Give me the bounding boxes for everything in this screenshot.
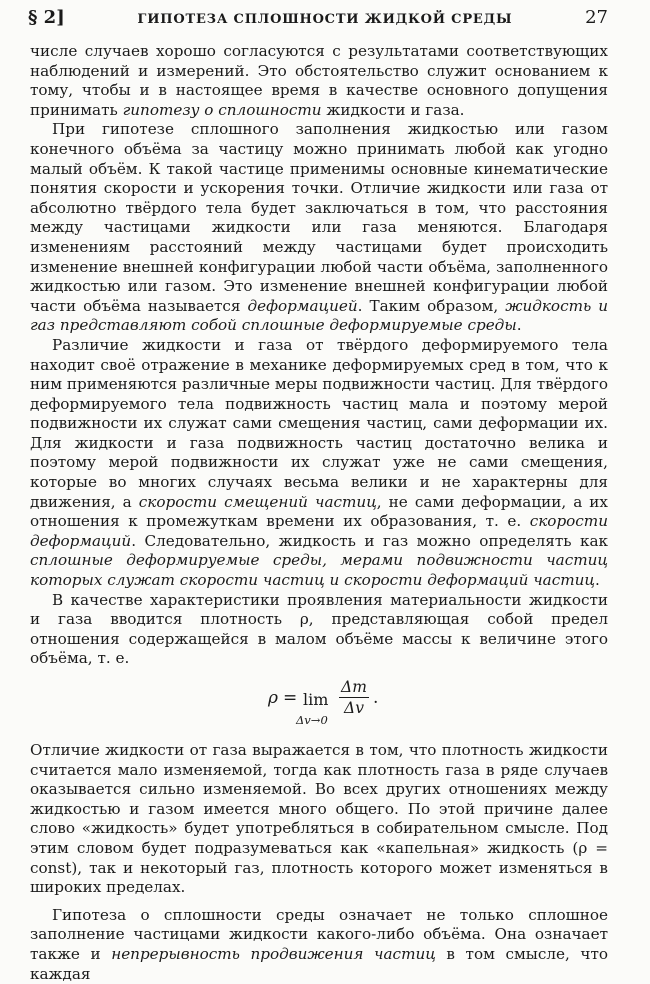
formula-denominator: Δv [344,699,364,717]
formula-lim: lim [303,690,329,709]
p1-italic-1: гипотезу о сплошности [122,100,322,119]
section-marker: § 2] [28,7,65,28]
paragraph-2 [30,120,608,336]
p5-text-1: Отличие жидкости от газа выражается в том, что плотность жидкости считается мало изменяемой, тогда как плотность газа в ряде случаев оказывается сильно изменяемой. Во всех других отношениях между жидкостью и газом имеется много общего. По этой причине далее слово «жидкость» будет употребляться в собирательном смысле. Под этим словом будет подразумеваться как «капельная» жидкость (ρ = const), так и некоторый газ, плотность которого может изменяться в широких пределах. [30,741,608,897]
page-body [30,42,608,984]
paragraph-4 [30,591,608,669]
formula-rho: ρ [268,688,278,708]
p1-text-2: жидкости и газа. [321,100,465,119]
p4-text-1: В качестве характеристики проявления материальности жидкости и газа вводится плотность ρ, представляющая собой предел отношения содержащейся в малом объёме массы к величине этого объёма, т. е. [30,590,608,668]
p2-italic-1: деформацией [247,296,358,315]
running-header [28,7,608,29]
density-formula [30,677,608,735]
p2-text-3: . [516,316,522,335]
p1-text-1: числе случаев хорошо согласуются с результатами соответствующих наблюдений и измерений. Это обстоятельство служит основанием к тому, чтобы и в настоящее время в качестве основного допущения принимать [30,42,608,119]
formula-numerator: Δm [339,677,369,698]
running-title: ГИПОТЕЗА СПЛОШНОСТИ ЖИДКОЙ СРЕДЫ [137,12,513,27]
paragraph-5 [30,741,608,898]
p2-text-1: При гипотезе сплошного заполнения жидкостью или газом конечного объёма за частицу можно принимать любой как угодно малый объём. К такой частице применимы основные кинематические понятия скорости и ускорения точки. Отличие жидкости или газа от абсолютно твёрдого тела будет заключаться в том, что расстояния между частицами жидкости или газа меняются. Благодаря изменениям расстояний между частицами будет происходить изменение внешней конфигурации любой части объёма, заполненного жидкостью или газом. Это изменение внешней конфигурации любой части объёма называется [30,120,608,315]
p3-text-1: Различие жидкости и газа от твёрдого деформируемого тела находит своё отражение в механике деформируемых сред в том, что к ним применяются различные меры подвижности частиц. Для твёрдого деформируемого тела подвижность частиц мала и поэтому мерой подвижности их служат сами смещения частиц, сами деформации их. Для жидкости и газа подвижность частиц достаточно велика и поэтому мерой подвижности их служат уже не сами смещения, которые во многих случаях весьма велики и не характерны для движения, а [30,335,608,511]
p3-text-2: , не сами деформации, а их отношения к промежуткам времени их образования, т. е. [30,492,608,531]
p3-text-3: . Следовательно, жидкость и газ можно определять как [131,531,608,550]
p2-italic-2: жидкость и газ представляют собой сплошные деформируемые среды [30,296,609,335]
p3-text-4: . [595,571,600,590]
p6-italic-1: непрерывность продвижения частиц [111,944,436,963]
paragraph-3 [30,336,608,591]
page-number: 27 [585,7,608,28]
formula-equals: = [283,688,298,708]
p3-italic-1: скорости смещений частиц [138,492,377,511]
formula-fraction [339,677,369,718]
formula-lim-subscript: Δv→0 [296,713,328,727]
p6-text-1: Гипотеза о сплошности среды означает не только сплошное заполнение частицами жидкости какого-либо объёма. Она означает также и [30,905,608,963]
paragraph-1 [30,42,608,120]
p3-italic-2: скорости деформаций [30,512,608,550]
p3-italic-3: сплошные деформируемые среды, мерами подвижности частиц которых служат скорости частиц и скорости деформаций частиц [30,551,608,590]
paragraph-6 [30,906,608,984]
p6-text-2: в том смысле, что каждая [30,944,609,983]
formula-period: . [373,688,379,708]
p2-text-2: . Таким образом, [357,296,506,315]
